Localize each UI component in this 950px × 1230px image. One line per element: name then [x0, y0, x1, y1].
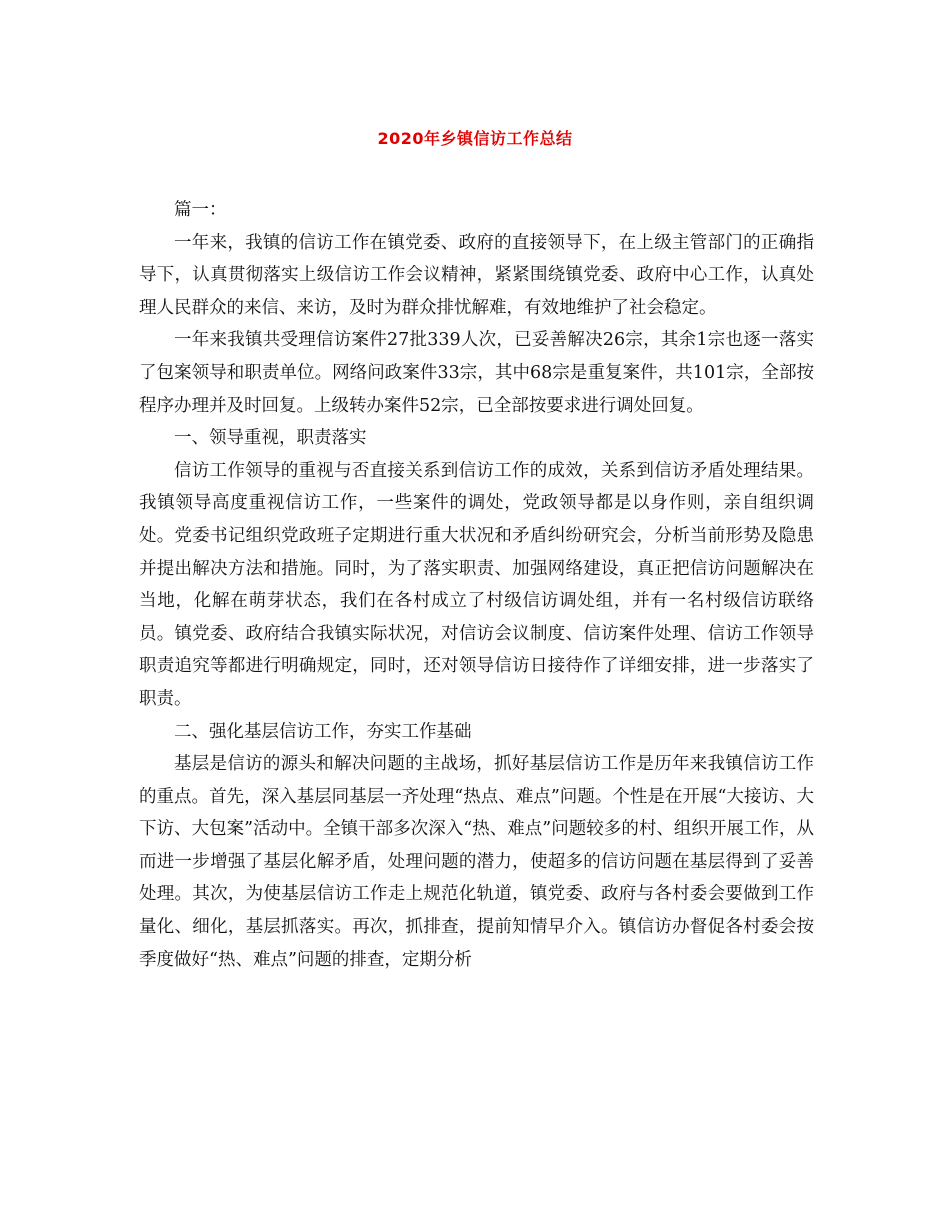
section-heading-leadership: 一、领导重视，职责落实: [174, 428, 367, 449]
document-title: 2020年乡镇信访工作总结: [377, 129, 573, 148]
section-heading-grassroots: 二、强化基层信访工作，夯实工作基础: [174, 721, 472, 742]
paragraph-heading-part-one: 篇一：: [174, 200, 227, 220]
paragraph-leadership: 信访工作领导的重视与否直接关系到信访工作的成效，关系到信访矛盾处理结果。我镇领导高度重视信访工作，一些案件的调处，党政领导都是以身作则，亲自组织调处。党委书记组织党政班子定期进行重大状况和矛盾纠纷研究会，分析当前形势及隐患并提出解决方法和措施。同时，为了落实职责、加强网络建设，真正把信访问题解决在当地，化解在萌芽状态，我们在各村成立了村级信访调处组，并有一名村级信访联络员。镇党委、政府结合我镇实际状况，对信访会议制度、信访案件处理、信访工作领导职责追究等都进行明确规定，同时，还对领导信访日接待作了详细安排，进一步落实了职责。: [139, 460, 814, 709]
paragraph-case-statistics: 一年来我镇共受理信访案件27批339人次，已妥善解决26宗，其余1宗也逐一落实了包案领导和职责单位。网络问政案件33宗，其中68宗是重复案件，共101宗，全部按程序办理并及时回复。上级转办案件52宗，已全部按要求进行调处回复。: [139, 330, 814, 416]
document-body: [139, 194, 814, 976]
paragraph-grassroots: 基层是信访的源头和解决问题的主战场，抓好基层信访工作是历年来我镇信访工作的重点。首先，深入基层同基层一齐处理“热点、难点”问题。个性是在开展“大接访、大下访、大包案”活动中。全镇干部多次深入“热、难点”问题较多的村、组织开展工作，从而进一步增强了基层化解矛盾，处理问题的潜力，使超多的信访问题在基层得到了妥善处理。其次，为使基层信访工作走上规范化轨道，镇党委、政府与各村委会要做到工作量化、细化，基层抓落实。再次，抓排查，提前知情早介入。镇信访办督促各村委会按季度做好“热、难点”问题的排查，定期分析: [139, 754, 814, 970]
paragraph-intro: 一年来，我镇的信访工作在镇党委、政府的直接领导下，在上级主管部门的正确指导下，认真贯彻落实上级信访工作会议精神，紧紧围绕镇党委、政府中心工作，认真处理人民群众的来信、来访，及时为群众排忧解难，有效地维护了社会稳定。: [139, 232, 814, 318]
